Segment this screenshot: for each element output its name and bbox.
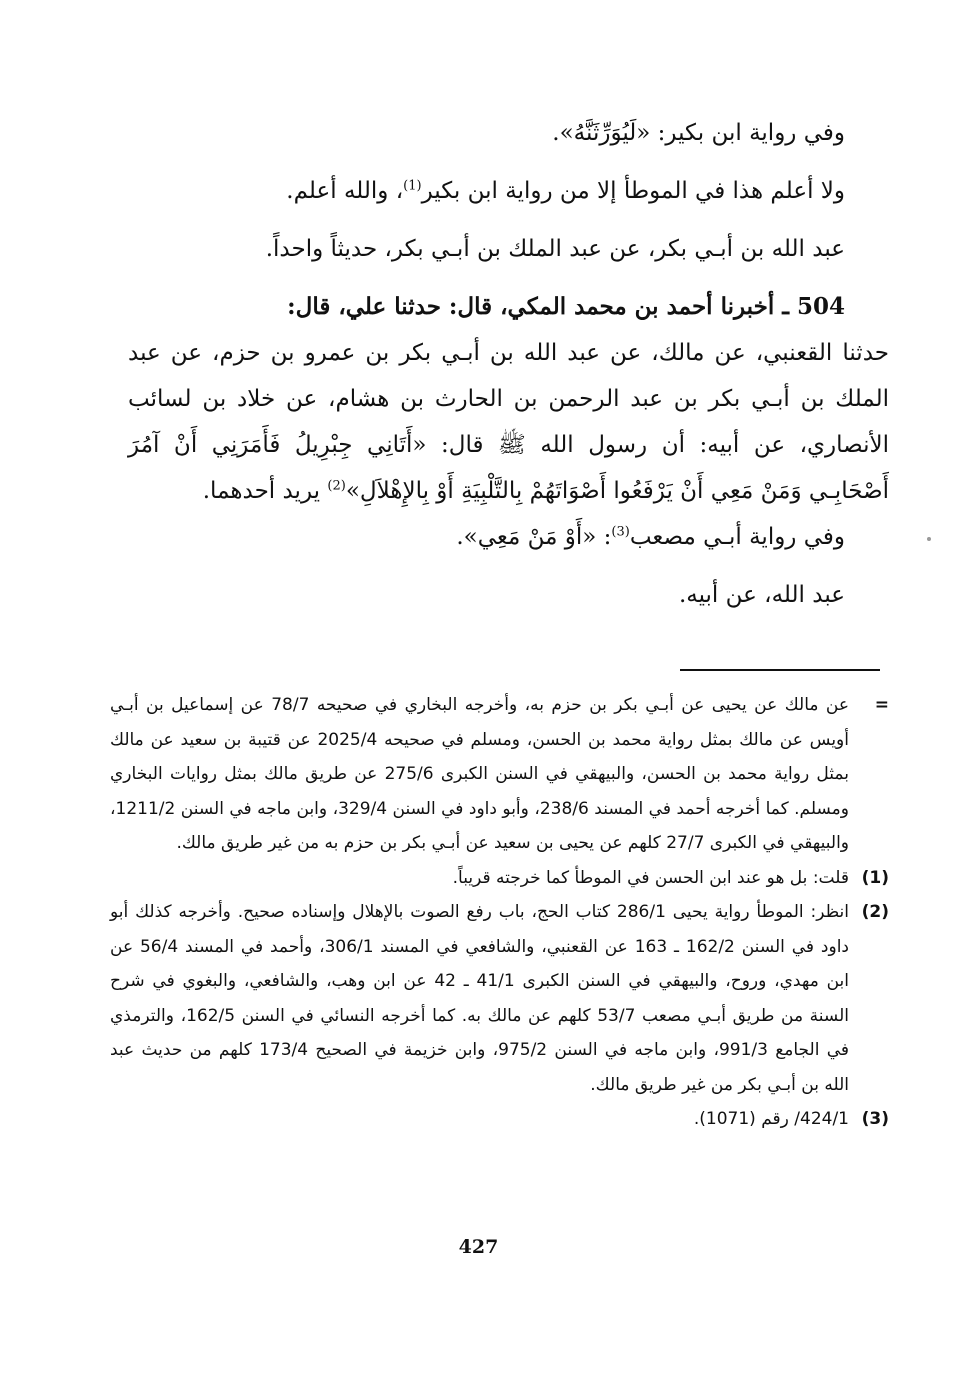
main-line-3: عبد الله بن أبـي بكر، عن عبد الملك بن أبـي بكر، حديثاً واحداً. <box>265 236 845 262</box>
footnote-separator <box>680 669 880 671</box>
footnote-mark: (2) <box>861 902 889 922</box>
main-line-last: عبد الله، عن أبيه. <box>678 582 845 608</box>
scan-speck <box>927 537 931 541</box>
main-line-2: ولا أعلم هذا في الموطأ إلا من رواية ابن بكير$^{(1)}$، والله أعلم. <box>286 178 845 204</box>
main-line-1: وفي رواية ابن بكير: «لَيُوَرِّثَنَّهُ». <box>552 120 845 146</box>
footnote-text: عن مالك عن يحيى عن أبـي بكر بن حزم به، وأخرجه البخاري في صحيحه 78/7 عن إسماعيل بن أبـي أويس عن مالك بمثل رواية محمد بن الحسن، ومسلم في صحيحه 2025/4 عن قتيبة بن سعيد عن مالك بمثل رواية محمد بن الحسن، والبيهقي في السنن الكبرى 275/6 عن طريق مالك بمثل روايات البخاري ومسلم. كما أخرجه أحمد في المسند 238/6، وأبو داود في السنن 329/4، وابن ماجه في السنن 1211/2، والبيهقي في الكبرى 27/7 كلهم عن يحيى بن سعيد عن أبـي بكر بن حزم به من غير طريق مالك. <box>110 695 850 853</box>
footnote-ref-1: (1) <box>403 178 422 194</box>
main-text <box>128 110 889 618</box>
footnote-mark: (1) <box>861 867 889 888</box>
footnote-3 <box>110 1102 889 1137</box>
page-number: 427 <box>458 1236 499 1258</box>
footnote-text: انظر: الموطأ رواية يحيى 286/1 كتاب الحج، باب رفع الصوت بالإهلال وإسناده صحيح. وأخرجه كذلك أبو داود في السنن 162/2 ـ 163 عن القعنبي، والشافعي في المسند 306/1، وأحمد في المسند 56/4 عن ابن مهدي، وروح، والبيهقي في السنن الكبرى 41/1 ـ 42 عن ابن وهب، والشافعي، والبغوي في شرح السنة من طريق أبـي مصعب 53/7 كلهم عن مالك به. كما أخرجه النسائي في السنن 162/5، والترمذي في الجامع 991/3، وابن ماجه في السنن 975/2، وابن خزيمة في الصحيح 173/4 كلهم من حديث عبد الله بن أبـي بكر من غير طريق مالك. <box>110 902 849 1095</box>
hadith-body: حدثنا القعنبي، عن مالك، عن عبد الله بن أبـي بكر بن عمرو بن حزم، عن عبد الملك بن أبـي بكر بن عبد الرحمن بن الحارث بن هشام، عن خلاد بن لسائب الأنصاري، عن أبيه: أن رسول الله ﷺ قال: «أَتَانِي جِبْرِيلُ فَأَمَرَنِي أَنْ آمُرَ أَصْحَابِـي وَمَنْ مَعِي أَنْ يَرْفَعُوا أَصْوَاتَهُمْ بِالتَّلْبِيَةِ أَوْ بِالإِهْلاَلِ»$^{(2)}$ يريد أحدهما. <box>128 340 889 504</box>
footnote-text: قلت: بل هو عند ابن الحسن في الموطأ كما خرجته قريباً. <box>452 867 849 888</box>
footnote-1 <box>110 861 889 896</box>
hadith-heading: 504 ـ أخبرنا أحمد بن محمد المكي، قال: حدثنا علي، قال: <box>287 293 845 320</box>
footnote-text: 424/1/ رقم (1071). <box>693 1109 849 1129</box>
footnote-ref-3: (3) <box>611 524 630 540</box>
footnote-continued <box>110 688 889 861</box>
footnotes <box>110 688 889 1137</box>
footnote-ref-2: (2) <box>327 478 346 494</box>
footnote-mark: = <box>874 695 889 715</box>
main-line-abu-musab: وفي رواية أبـي مصعب$^{(3)}$: «أَوْ مَنْ مَعِي». <box>456 524 845 550</box>
footnote-mark: (3) <box>861 1109 889 1129</box>
footnote-2 <box>110 895 889 1102</box>
